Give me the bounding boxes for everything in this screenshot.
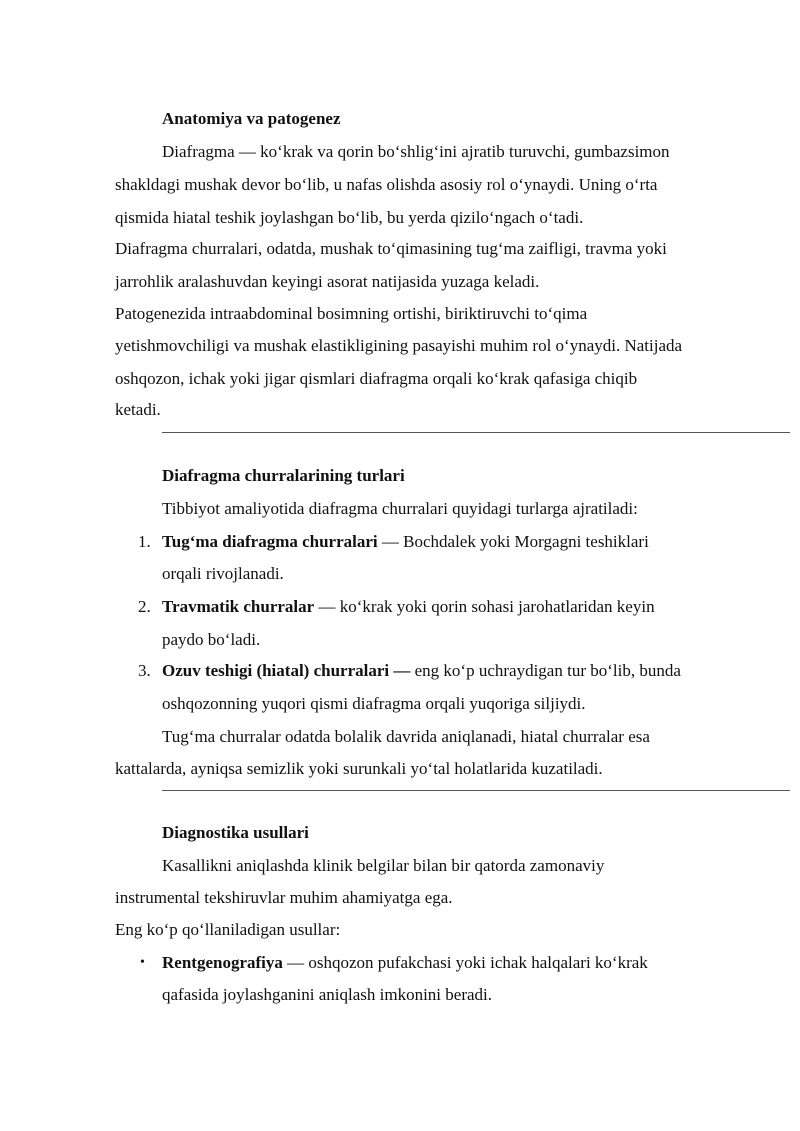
- paragraph-line: yetishmovchiligi va mushak elastikligining pasayishi muhim rol o‘ynaydi. Natijada: [115, 336, 683, 355]
- list-item: [162, 953, 648, 973]
- paragraph-line: Patogenezida intraabdominal bosimning ortishi, biriktiruvchi to‘qima: [115, 304, 588, 323]
- section-heading-anatomy: Anatomiya va patogenez: [162, 109, 341, 128]
- list-number: 2.: [138, 597, 151, 616]
- list-item-text: — Bochdalek yoki Morgagni teshiklari: [377, 532, 649, 551]
- paragraph-line: Diafragma churralari, odatda, mushak to‘qimasining tug‘ma zaifligi, travma yoki: [115, 239, 667, 258]
- list-item-text: — ko‘krak yoki qorin sohasi jarohatlaridan keyin: [314, 597, 655, 616]
- list-item-term: Rentgenografiya: [162, 953, 283, 972]
- intro-line: Tibbiyot amaliyotida diafragma churralari quyidagi turlarga ajratiladi:: [162, 499, 638, 518]
- list-item-term: Ozuv teshigi (hiatal) churralari —: [162, 661, 411, 680]
- horizontal-rule: [162, 790, 790, 791]
- paragraph-line: oshqozon, ichak yoki jigar qismlari diafragma orqali ko‘krak qafasiga chiqib: [115, 369, 638, 388]
- list-item-continuation: qafasida joylashganini aniqlash imkonini beradi.: [162, 985, 493, 1004]
- list-item: [162, 532, 649, 552]
- paragraph-line: Eng ko‘p qo‘llaniladigan usullar:: [115, 920, 341, 939]
- horizontal-rule: [162, 432, 790, 433]
- paragraph-line: shakldagi mushak devor bo‘lib, u nafas olishda asosiy rol o‘ynaydi. Uning o‘rta: [115, 175, 658, 194]
- paragraph-line: jarrohlik aralashuvdan keyingi asorat natijasida yuzaga keladi.: [115, 272, 540, 291]
- paragraph-line: Kasallikni aniqlashda klinik belgilar bilan bir qatorda zamonaviy: [162, 856, 605, 875]
- section-heading-types: Diafragma churralarining turlari: [162, 466, 405, 485]
- paragraph-line: ketadi.: [115, 400, 161, 419]
- paragraph-line: instrumental tekshiruvlar muhim ahamiyatga ega.: [115, 888, 453, 907]
- list-item-text: eng ko‘p uchraydigan tur bo‘lib, bunda: [410, 661, 681, 680]
- list-item-term: Tug‘ma diafragma churralari: [162, 532, 378, 551]
- paragraph-line: Tug‘ma churralar odatda bolalik davrida aniqlanadi, hiatal churralar esa: [162, 727, 650, 746]
- list-item-continuation: oshqozonning yuqori qismi diafragma orqali yuqoriga siljiydi.: [162, 694, 586, 713]
- paragraph-line: qismida hiatal teshik joylashgan bo‘lib, bu yerda qizilo‘ngach o‘tadi.: [115, 208, 584, 227]
- list-number: 1.: [138, 532, 151, 551]
- list-item-continuation: orqali rivojlanadi.: [162, 564, 284, 583]
- list-item-continuation: paydo bo‘ladi.: [162, 630, 261, 649]
- section-heading-diagnostics: Diagnostika usullari: [162, 823, 309, 842]
- paragraph-line: kattalarda, ayniqsa semizlik yoki surunkali yo‘tal holatlarida kuzatiladi.: [115, 759, 603, 778]
- list-item-term: Travmatik churralar: [162, 597, 315, 616]
- list-item: [162, 661, 681, 681]
- bullet-icon: •: [140, 955, 145, 970]
- list-item-text: — oshqozon pufakchasi yoki ichak halqalari ko‘krak: [282, 953, 648, 972]
- list-number: 3.: [138, 661, 151, 680]
- list-item: [162, 597, 655, 617]
- paragraph-line: Diafragma — ko‘krak va qorin bo‘shlig‘ini ajratib turuvchi, gumbazsimon: [162, 142, 670, 161]
